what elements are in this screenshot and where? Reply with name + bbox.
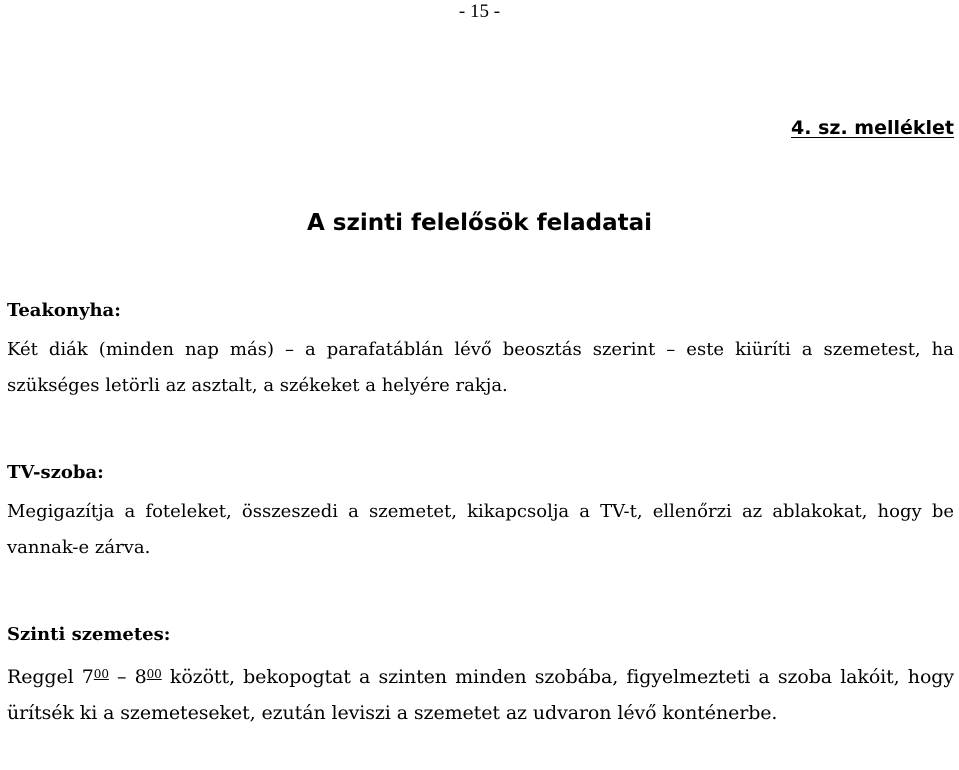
section-text: Megigazítja a foteleket, összeszedi a szemetet, kikapcsolja a TV-t, ellenőrzi az ablakokat, hogy be vannak-e zárva.	[7, 501, 954, 558]
text-dash: – 8	[108, 666, 147, 688]
section-szinti-szemetes	[7, 622, 954, 731]
section-text: Két diák (minden nap más) – a parafatáblán lévő beosztás szerint – este kiüríti a szemetest, ha szükséges letörli az asztalt, a székeket a helyére rakja.	[7, 339, 954, 396]
text-prefix: Reggel 7	[7, 666, 94, 688]
section-text	[7, 656, 954, 731]
annex-label: 4. sz. melléklet	[791, 117, 954, 139]
section-tv-szoba	[7, 460, 954, 566]
document-title: A szinti felelősök feladatai	[307, 210, 652, 236]
time-start-minutes: 00	[93, 667, 109, 681]
section-heading: Teakonyha:	[7, 300, 121, 321]
page-number: - 15 -	[458, 1, 501, 22]
time-end-minutes: 00	[146, 667, 162, 681]
section-heading: TV-szoba:	[7, 462, 104, 483]
text-rest: között, bekopogtat a szinten minden szobába, figyelmezteti a szoba lakóit, hogy ürítsék ki a szemeteseket, ezután leviszi a szemetet az udvaron lévő konténerbe.	[7, 666, 954, 724]
section-heading: Szinti szemetes:	[7, 624, 171, 645]
section-teakonyha	[7, 298, 954, 404]
